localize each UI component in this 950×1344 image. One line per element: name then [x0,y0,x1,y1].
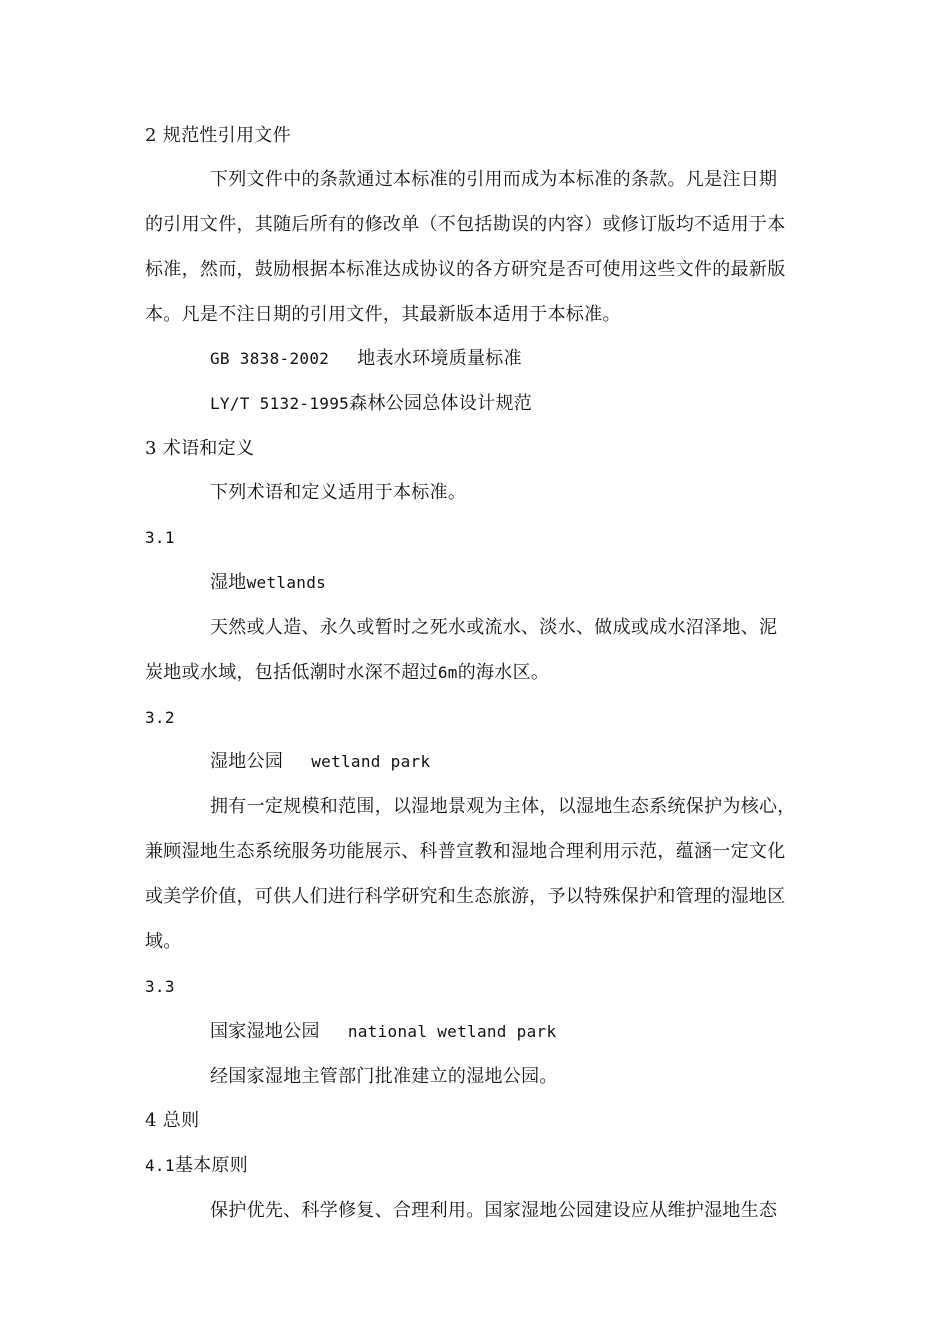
term-3-2-definition-line-1: 拥有一定规模和范围，以湿地景观为主体，以湿地生态系统保护为核心， [210,796,796,817]
definition-value: 6m [437,663,458,682]
term-3-2-definition-line-4: 域。 [145,931,182,952]
term-cn: 湿地公园 [210,751,284,772]
section-2-para-line-1: 下列文件中的条款通过本标准的引用而成为本标准的条款。凡是注日期 [210,169,778,190]
section-4-1-heading [145,1153,248,1179]
reference-code: LY/T 5132-1995 [210,394,350,413]
section-3-heading: 3 术语和定义 [145,438,255,459]
term-3-1-definition-line-1: 天然或人造、永久或暂时之死水或流水、淡水、做成或成水沼泽地、泥 [210,617,778,638]
section-4-1-para-line-1: 保护优先、科学修复、合理利用。国家湿地公园建设应从维护湿地生态 [210,1200,778,1221]
definition-text: 的海水区。 [457,662,550,683]
reference-gb3838 [210,346,522,372]
reference-code: GB 3838-2002 [210,349,330,368]
section-number: 4.1 [145,1156,175,1175]
section-2-para-line-3: 标准，然而，鼓励根据本标准达成协议的各方研究是否可使用这些文件的最新版 [145,259,786,280]
term-3-2-definition-line-3: 或美学价值，可供人们进行科学研究和生态旅游，予以特殊保护和管理的湿地区 [145,886,786,907]
term-en: national wetland park [347,1022,557,1041]
section-3-intro: 下列术语和定义适用于本标准。 [210,482,467,503]
reference-title: 森林公园总体设计规范 [349,393,533,414]
section-2-heading: 2 规范性引用文件 [145,125,291,146]
section-2-para-line-4: 本。凡是不注日期的引用文件，其最新版本适用于本标准。 [145,304,621,325]
term-cn: 湿地 [210,572,247,593]
definition-text: 炭地或水域，包括低潮时水深不超过 [145,662,438,683]
term-3-1-title [210,570,326,596]
term-3-2-definition-line-2: 兼顾湿地生态系统服务功能展示、科普宣教和湿地合理利用示范，蕴涵一定文化 [145,841,786,862]
term-en: wetland park [311,752,431,771]
term-3-2-number: 3.2 [145,708,175,727]
term-3-1-number: 3.1 [145,528,175,547]
term-3-3-definition-line-1: 经国家湿地主管部门批准建立的湿地公园。 [210,1066,558,1087]
term-3-3-number: 3.3 [145,977,175,996]
term-3-3-title [210,1019,556,1045]
term-3-1-definition-line-2 [145,660,549,686]
section-title: 基本原则 [174,1155,249,1176]
term-3-2-title [210,749,430,775]
reference-ly5132 [210,391,532,417]
term-en: wetlands [246,573,327,592]
section-4-heading: 4 总则 [145,1110,200,1131]
section-2-para-line-2: 的引用文件，其随后所有的修改单（不包括勘误的内容）或修订版均不适用于本 [145,214,786,235]
term-cn: 国家湿地公园 [210,1021,320,1042]
reference-title: 地表水环境质量标准 [357,348,522,369]
